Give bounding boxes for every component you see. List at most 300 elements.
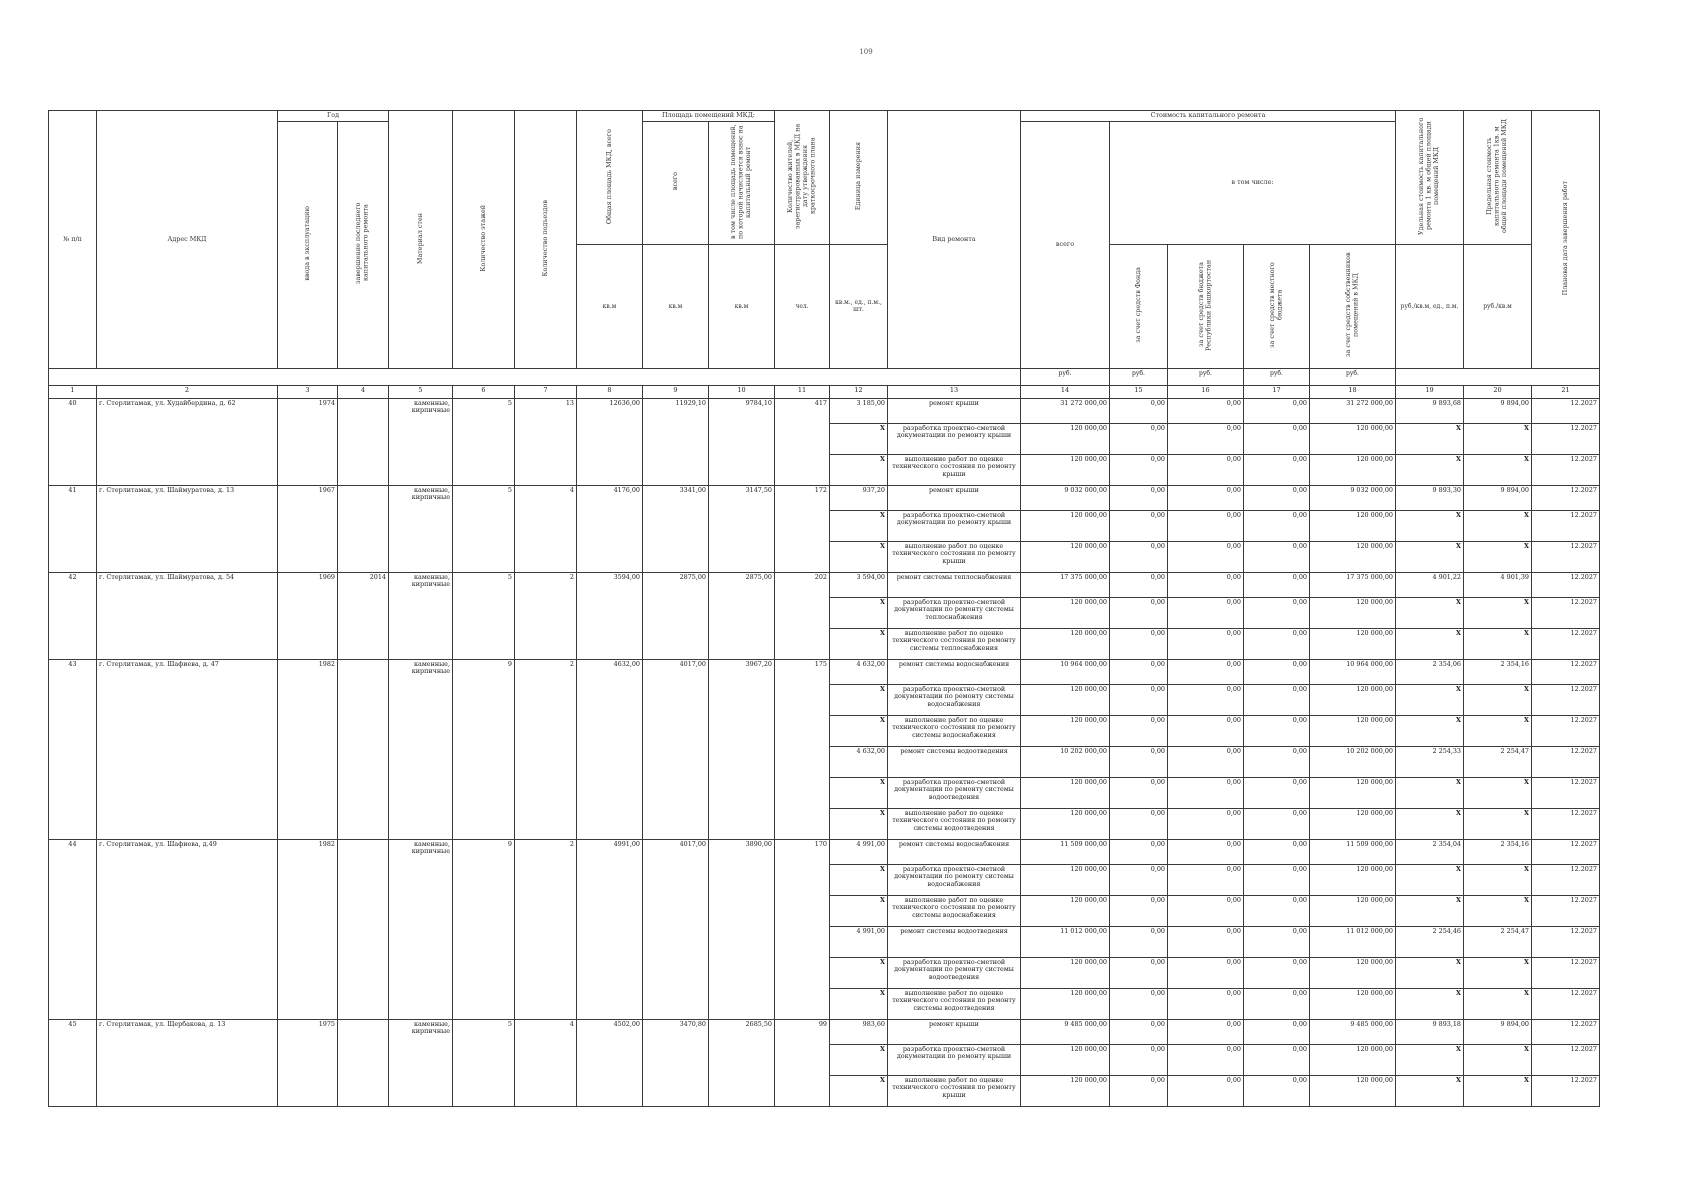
year-last-repair [338,659,389,839]
building-address: г. Стерлитамак, ул. Щербакова, д. 13 [97,1019,278,1106]
cost-total: 10 202 000,00 [1021,746,1110,777]
column-number: 18 [1310,385,1396,398]
work-quantity: X [830,541,888,572]
cost-republic: 0,00 [1168,684,1244,715]
cost-owners: 17 375 000,00 [1310,572,1396,597]
cost-local: 0,00 [1244,1019,1310,1044]
unit-cost: X [1396,1044,1464,1075]
cost-local: 0,00 [1244,684,1310,715]
floors-count: 9 [453,839,515,1019]
planned-date: 12.2027 [1532,926,1600,957]
cost-total: 120 000,00 [1021,864,1110,895]
unit-cost: X [1396,423,1464,454]
cost-fund: 0,00 [1110,864,1168,895]
cost-owners: 120 000,00 [1310,864,1396,895]
cost-owners: 120 000,00 [1310,597,1396,628]
planned-date: 12.2027 [1532,895,1600,926]
entrances-count: 13 [515,398,577,485]
planned-date: 12.2027 [1532,628,1600,659]
entrances-count: 4 [515,485,577,572]
cost-fund: 0,00 [1110,839,1168,864]
cost-republic: 0,00 [1168,808,1244,839]
cost-owners: 9 032 000,00 [1310,485,1396,510]
col-premises-header: Площадь помещений МКД: [643,111,775,122]
column-number: 11 [775,385,830,398]
unit-cost: 2 254,33 [1396,746,1464,777]
col-repair-type-header: Вид ремонта [888,111,1021,369]
repair-type: разработка проектно-сметной документации по ремонту крыши [888,510,1021,541]
cost-local: 0,00 [1244,1044,1310,1075]
premises-area: 4017,00 [643,839,709,1019]
capital-repair-plan-table [48,110,1600,1107]
col-premises-total-header [643,121,709,245]
unit-19: руб./кв.м, ед., п.м. [1396,245,1464,369]
building-number: 43 [49,659,97,839]
header-text: ввода в эксплуатацию [302,205,311,281]
cost-fund: 0,00 [1110,541,1168,572]
cost-fund: 0,00 [1110,597,1168,628]
building-address: г. Стерлитамак, ул. Шафиева, д. 47 [97,659,278,839]
unit-cost: X [1396,988,1464,1019]
unit-12: кв.м., ед., п.м., шт. [830,245,888,369]
repair-type: ремонт крыши [888,1019,1021,1044]
column-number: 5 [389,385,453,398]
max-cost: X [1464,597,1532,628]
premises-area: 3470,80 [643,1019,709,1106]
unit-cost: X [1396,957,1464,988]
max-cost: X [1464,541,1532,572]
cost-total: 120 000,00 [1021,1075,1110,1106]
cost-fund: 0,00 [1110,926,1168,957]
column-number: 17 [1244,385,1310,398]
cost-republic: 0,00 [1168,398,1244,423]
building-address: г. Стерлитамак, ул. Худайбердина, д. 62 [97,398,278,485]
year-built: 1967 [278,485,338,572]
header-text: Общая площадь МКД, всего [604,128,613,224]
max-cost: 4 901,39 [1464,572,1532,597]
residents-count: 170 [775,839,830,1019]
col-fund-header [1110,245,1168,369]
cost-total: 10 964 000,00 [1021,659,1110,684]
cost-fund: 0,00 [1110,808,1168,839]
cost-fund: 0,00 [1110,628,1168,659]
cost-owners: 120 000,00 [1310,988,1396,1019]
unit-cost: X [1396,628,1464,659]
header-text: за счет средств бюджета Республики Башкортостан [1196,259,1213,351]
repair-type: ремонт крыши [888,398,1021,423]
cost-fund: 0,00 [1110,1044,1168,1075]
cost-total: 11 509 000,00 [1021,839,1110,864]
work-quantity: X [830,423,888,454]
planned-date: 12.2027 [1532,485,1600,510]
column-number: 10 [709,385,775,398]
table-row [49,1019,1600,1044]
cost-fund: 0,00 [1110,454,1168,485]
planned-date: 12.2027 [1532,1019,1600,1044]
header-text: за счет средств Фонда [1133,267,1142,343]
cost-total: 120 000,00 [1021,808,1110,839]
work-quantity: X [830,1044,888,1075]
work-quantity: X [830,864,888,895]
floors-count: 5 [453,485,515,572]
col-premises-owned-header [709,121,775,245]
cost-total: 120 000,00 [1021,597,1110,628]
cost-fund: 0,00 [1110,510,1168,541]
col-floors-header [453,111,515,369]
repair-type: ремонт системы водоотведения [888,926,1021,957]
cost-total: 120 000,00 [1021,684,1110,715]
premises-owned-area: 2875,00 [709,572,775,659]
cost-total: 120 000,00 [1021,454,1110,485]
cost-local: 0,00 [1244,541,1310,572]
column-number: 8 [577,385,643,398]
unit-9: кв.м [643,245,709,369]
cost-owners: 9 485 000,00 [1310,1019,1396,1044]
work-quantity: 937,20 [830,485,888,510]
cost-fund: 0,00 [1110,485,1168,510]
column-number: 4 [338,385,389,398]
cost-total: 17 375 000,00 [1021,572,1110,597]
cost-local: 0,00 [1244,746,1310,777]
year-built: 1975 [278,1019,338,1106]
col-total-area-header [577,111,643,245]
table-row [49,485,1600,510]
max-cost: X [1464,628,1532,659]
max-cost: X [1464,895,1532,926]
unit-cost: X [1396,541,1464,572]
unit-cost: 9 893,30 [1396,485,1464,510]
cost-republic: 0,00 [1168,957,1244,988]
wall-material: каменные, кирпичные [389,659,453,839]
unit-cost: X [1396,777,1464,808]
header-text: Количество подъездов [540,199,549,277]
unit-cost: 9 893,68 [1396,398,1464,423]
unit-15: руб. [1110,368,1168,385]
repair-type: ремонт системы теплоснабжения [888,572,1021,597]
cost-republic: 0,00 [1168,454,1244,485]
col-max-cost-header [1464,111,1532,245]
cost-local: 0,00 [1244,1075,1310,1106]
max-cost: 2 254,47 [1464,926,1532,957]
planned-date: 12.2027 [1532,541,1600,572]
max-cost: 2 354,16 [1464,839,1532,864]
cost-local: 0,00 [1244,485,1310,510]
planned-date: 12.2027 [1532,454,1600,485]
column-number: 16 [1168,385,1244,398]
cost-fund: 0,00 [1110,746,1168,777]
max-cost: X [1464,454,1532,485]
planned-date: 12.2027 [1532,398,1600,423]
wall-material: каменные, кирпичные [389,839,453,1019]
cost-fund: 0,00 [1110,1019,1168,1044]
year-built: 1982 [278,659,338,839]
unit-16: руб. [1168,368,1244,385]
units-spacer [49,368,1021,385]
cost-fund: 0,00 [1110,777,1168,808]
col-address-header: Адрес МКД [97,111,278,369]
planned-date: 12.2027 [1532,808,1600,839]
repair-type: ремонт крыши [888,485,1021,510]
cost-republic: 0,00 [1168,895,1244,926]
repair-type: выполнение работ по оценке технического состояния по ремонту системы водоснабжения [888,895,1021,926]
unit-cost: X [1396,1075,1464,1106]
repair-type: ремонт системы водоотведения [888,746,1021,777]
repair-type: разработка проектно-сметной документации по ремонту системы водоотведения [888,957,1021,988]
building-address: г. Стерлитамак, ул. Шаймуратова, д. 54 [97,572,278,659]
max-cost: X [1464,715,1532,746]
planned-date: 12.2027 [1532,777,1600,808]
cost-owners: 11 012 000,00 [1310,926,1396,957]
work-quantity: X [830,808,888,839]
header-text: Количество жителей, зарегистрированных в МКД на дату утверждения краткосрочного плана [785,123,817,229]
unit-cost: 4 901,22 [1396,572,1464,597]
planned-date: 12.2027 [1532,572,1600,597]
building-number: 44 [49,839,97,1019]
col-material-header [389,111,453,369]
cost-owners: 120 000,00 [1310,957,1396,988]
cost-local: 0,00 [1244,572,1310,597]
planned-date: 12.2027 [1532,715,1600,746]
cost-republic: 0,00 [1168,988,1244,1019]
work-quantity: 3 594,00 [830,572,888,597]
header-text: Плановая дата завершения работ [1560,180,1569,296]
cost-owners: 120 000,00 [1310,628,1396,659]
cost-republic: 0,00 [1168,572,1244,597]
cost-local: 0,00 [1244,864,1310,895]
cost-republic: 0,00 [1168,423,1244,454]
cost-local: 0,00 [1244,659,1310,684]
total-area: 4632,00 [577,659,643,839]
year-built: 1982 [278,839,338,1019]
units-spacer-end [1396,368,1600,385]
planned-date: 12.2027 [1532,957,1600,988]
cost-total: 120 000,00 [1021,957,1110,988]
col-local-header [1244,245,1310,369]
premises-area: 2875,00 [643,572,709,659]
column-number: 1 [49,385,97,398]
unit-14: руб. [1021,368,1110,385]
premises-owned-area: 2685,50 [709,1019,775,1106]
cost-republic: 0,00 [1168,628,1244,659]
col-year-repair-header [338,121,389,368]
year-built: 1974 [278,398,338,485]
cost-local: 0,00 [1244,988,1310,1019]
cost-owners: 10 202 000,00 [1310,746,1396,777]
cost-republic: 0,00 [1168,541,1244,572]
cost-republic: 0,00 [1168,777,1244,808]
total-area: 12636,00 [577,398,643,485]
unit-cost: X [1396,895,1464,926]
floors-count: 5 [453,1019,515,1106]
cost-total: 120 000,00 [1021,1044,1110,1075]
entrances-count: 2 [515,659,577,839]
max-cost: 9 894,00 [1464,398,1532,423]
col-residents-header [775,111,830,245]
year-last-repair [338,1019,389,1106]
max-cost: 2 254,47 [1464,746,1532,777]
cost-owners: 120 000,00 [1310,1075,1396,1106]
header-text: Единица измерения [853,142,862,211]
unit-cost: X [1396,684,1464,715]
planned-date: 12.2027 [1532,1075,1600,1106]
premises-owned-area: 3890,00 [709,839,775,1019]
cost-republic: 0,00 [1168,485,1244,510]
entrances-count: 2 [515,572,577,659]
cost-local: 0,00 [1244,628,1310,659]
cost-fund: 0,00 [1110,684,1168,715]
planned-date: 12.2027 [1532,423,1600,454]
year-last-repair [338,398,389,485]
units-cost-row [49,368,1600,385]
cost-owners: 120 000,00 [1310,510,1396,541]
premises-owned-area: 3967,20 [709,659,775,839]
col-cost-total-header: всего [1021,121,1110,368]
repair-type: разработка проектно-сметной документации по ремонту системы водоснабжения [888,864,1021,895]
planned-date: 12.2027 [1532,684,1600,715]
unit-10: кв.м [709,245,775,369]
max-cost: X [1464,684,1532,715]
max-cost: X [1464,988,1532,1019]
table-row [49,659,1600,684]
floors-count: 9 [453,659,515,839]
cost-local: 0,00 [1244,454,1310,485]
column-number: 9 [643,385,709,398]
cost-owners: 120 000,00 [1310,808,1396,839]
residents-count: 175 [775,659,830,839]
table-body [49,398,1600,1106]
max-cost: X [1464,510,1532,541]
unit-cost: X [1396,510,1464,541]
work-quantity: X [830,597,888,628]
unit-cost: X [1396,808,1464,839]
cost-fund: 0,00 [1110,398,1168,423]
col-republic-header [1168,245,1244,369]
repair-type: разработка проектно-сметной документации по ремонту системы водоснабжения [888,684,1021,715]
year-last-repair [338,485,389,572]
cost-local: 0,00 [1244,398,1310,423]
repair-type: выполнение работ по оценке технического состояния по ремонту системы водоотведения [888,808,1021,839]
col-unit-cost-header [1396,111,1464,245]
cost-local: 0,00 [1244,597,1310,628]
cost-fund: 0,00 [1110,715,1168,746]
cost-local: 0,00 [1244,926,1310,957]
work-quantity: 4 632,00 [830,746,888,777]
unit-cost: 2 354,04 [1396,839,1464,864]
building-number: 41 [49,485,97,572]
cost-total: 9 032 000,00 [1021,485,1110,510]
cost-owners: 120 000,00 [1310,895,1396,926]
cost-total: 120 000,00 [1021,628,1110,659]
total-area: 4991,00 [577,839,643,1019]
work-quantity: X [830,895,888,926]
header-text: за счет средств собственников помещений в МКД [1343,252,1360,358]
max-cost: X [1464,423,1532,454]
header-text: завершение последнего капитального ремонта [354,202,370,285]
max-cost: 2 354,16 [1464,659,1532,684]
premises-owned-area: 9784,10 [709,398,775,485]
column-numbers-row [49,385,1600,398]
cost-total: 31 272 000,00 [1021,398,1110,423]
cost-owners: 120 000,00 [1310,423,1396,454]
cost-owners: 120 000,00 [1310,684,1396,715]
wall-material: каменные, кирпичные [389,398,453,485]
cost-local: 0,00 [1244,510,1310,541]
cost-republic: 0,00 [1168,864,1244,895]
cost-total: 120 000,00 [1021,423,1110,454]
max-cost: X [1464,808,1532,839]
repair-type: выполнение работ по оценке технического состояния по ремонту крыши [888,541,1021,572]
cost-republic: 0,00 [1168,926,1244,957]
repair-type: выполнение работ по оценке технического состояния по ремонту крыши [888,454,1021,485]
cost-fund: 0,00 [1110,1075,1168,1106]
work-quantity: 3 185,00 [830,398,888,423]
column-number: 20 [1464,385,1532,398]
planned-date: 12.2027 [1532,659,1600,684]
repair-type: разработка проектно-сметной документации по ремонту крыши [888,423,1021,454]
planned-date: 12.2027 [1532,839,1600,864]
premises-area: 11929,10 [643,398,709,485]
column-number: 6 [453,385,515,398]
cost-owners: 120 000,00 [1310,541,1396,572]
residents-count: 202 [775,572,830,659]
column-number: 21 [1532,385,1600,398]
unit-cost: 2 254,46 [1396,926,1464,957]
unit-cost: 9 893,18 [1396,1019,1464,1044]
work-quantity: X [830,777,888,808]
cost-local: 0,00 [1244,839,1310,864]
repair-type: ремонт системы водоснабжения [888,839,1021,864]
work-quantity: 4 632,00 [830,659,888,684]
cost-republic: 0,00 [1168,597,1244,628]
column-number: 13 [888,385,1021,398]
premises-area: 4017,00 [643,659,709,839]
cost-local: 0,00 [1244,895,1310,926]
cost-total: 9 485 000,00 [1021,1019,1110,1044]
work-quantity: 4 991,00 [830,839,888,864]
cost-local: 0,00 [1244,808,1310,839]
total-area: 4176,00 [577,485,643,572]
cost-total: 11 012 000,00 [1021,926,1110,957]
repair-type: разработка проектно-сметной документации по ремонту крыши [888,1044,1021,1075]
wall-material: каменные, кирпичные [389,572,453,659]
unit-8: кв.м [577,245,643,369]
cost-total: 120 000,00 [1021,715,1110,746]
floors-count: 5 [453,572,515,659]
header-text: Удельная стоимость капитального ремонта 1 кв. м общей площади помещений МКД [1417,117,1441,235]
column-number: 3 [278,385,338,398]
building-number: 45 [49,1019,97,1106]
work-quantity: 4 991,00 [830,926,888,957]
column-number: 7 [515,385,577,398]
planned-date: 12.2027 [1532,597,1600,628]
cost-fund: 0,00 [1110,895,1168,926]
work-quantity: 983,60 [830,1019,888,1044]
column-number: 12 [830,385,888,398]
cost-owners: 120 000,00 [1310,777,1396,808]
table-row [49,398,1600,423]
work-quantity: X [830,684,888,715]
cost-republic: 0,00 [1168,1044,1244,1075]
column-number: 19 [1396,385,1464,398]
cost-republic: 0,00 [1168,839,1244,864]
building-number: 42 [49,572,97,659]
work-quantity: X [830,988,888,1019]
unit-cost: X [1396,454,1464,485]
planned-date: 12.2027 [1532,988,1600,1019]
repair-type: выполнение работ по оценке технического состояния по ремонту крыши [888,1075,1021,1106]
building-number: 40 [49,398,97,485]
building-address: г. Стерлитамак, ул. Шаймуратова, д. 13 [97,485,278,572]
